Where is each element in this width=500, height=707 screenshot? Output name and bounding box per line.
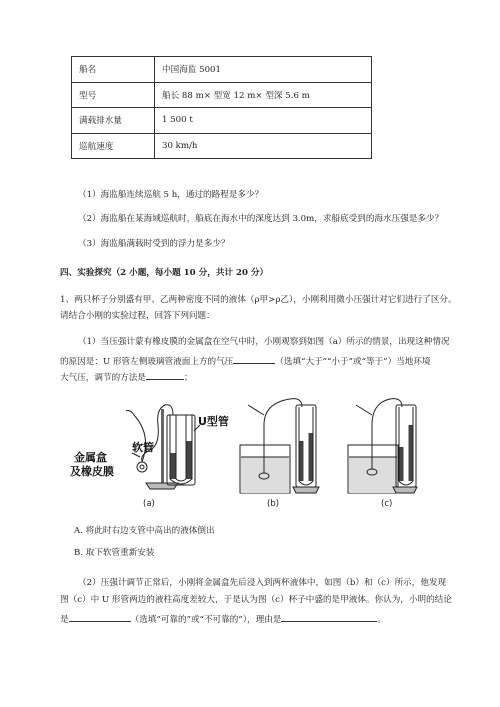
- option-b: B. 取下软管重新安装: [74, 548, 155, 558]
- sub-question-1-line: [60, 353, 431, 368]
- figure-drawing: [70, 395, 418, 515]
- caption-a: (a): [143, 499, 155, 509]
- pressure-gauge-figure: [70, 395, 418, 515]
- table-cell-key: 型号: [72, 82, 155, 108]
- sub-question-1-line: [60, 369, 193, 384]
- table-row: [72, 133, 372, 159]
- sub-question-2-line: 图（c）中 U 形管两边的液柱高度差较大，于是认为图（c）杯子中盛的是甲液体。你认为，小明的结论: [60, 595, 452, 605]
- text: （选填“可靠的”或“不可靠的”），理由是: [130, 615, 282, 625]
- caption-b: (b): [267, 499, 280, 509]
- table-row: [72, 108, 372, 134]
- answer-blank: [69, 611, 131, 622]
- table-cell-key: 巡航速度: [72, 133, 155, 159]
- question-2: （2）海监船在某海域巡航时，船底在海水中的深度达到 3.0m，求船底受到的海水压强是多少？: [78, 214, 444, 224]
- ship-spec-table: [71, 56, 372, 159]
- section-heading: 四、实验探究（2 小题，每小题 10 分，共计 20 分）: [60, 268, 269, 278]
- text: 的原因是：U 形管左侧玻璃管液面上方的气压: [60, 357, 234, 367]
- table-cell-value: 30 km/h: [155, 133, 372, 159]
- text: （选填“大于”“小于”或“等于”）当地环境: [275, 357, 431, 367]
- sub-question-2-line: [60, 611, 386, 626]
- problem-text: 1、两只杯子分别盛有甲、乙两种密度不同的液体（ρ甲>ρ乙），小刚利用微小压强计对它们进行了区分。: [60, 295, 457, 305]
- table-cell-key: 满载排水量: [72, 108, 155, 134]
- question-1: （1）海监船连续巡航 5 h，通过的路程是多少？: [78, 190, 264, 200]
- table-cell-value: 1 500 t: [155, 108, 372, 134]
- text: 。: [377, 615, 386, 625]
- label-membrane: 及橡皮膜: [70, 465, 114, 478]
- answer-blank: [281, 611, 377, 622]
- table-cell-value: 中国海监 5001: [155, 57, 372, 83]
- label-hose: 软管: [132, 441, 154, 454]
- table-cell-key: 船名: [72, 57, 155, 83]
- text: ；: [183, 373, 193, 383]
- answer-blank: [146, 369, 184, 380]
- problem-text: 请结合小刚的实验过程，回答下列问题：: [60, 311, 215, 321]
- answer-blank: [233, 353, 275, 364]
- table-row: [72, 57, 372, 83]
- label-u-tube: U型管: [198, 415, 229, 428]
- caption-c: (c): [381, 499, 393, 509]
- text: 大气压，调节的方法是: [60, 373, 146, 383]
- sub-question-2: （2）压强计调节正常后，小刚将金属盒先后浸入到两杯液体中，如图（b）和（c）所示，他发现: [78, 578, 447, 588]
- label-metal-box: 金属盒: [74, 451, 107, 464]
- table-cell-value: 船长 88 m× 型宽 12 m× 型深 5.6 m: [155, 82, 372, 108]
- text: 是: [60, 615, 69, 625]
- option-a: A. 将此时右边支管中高出的液体倒出: [74, 526, 215, 536]
- sub-question-1: （1）当压强计蒙有橡皮膜的金属盒在空气中时，小刚观察到如图（a）所示的情景，出现这种情况: [78, 337, 450, 347]
- question-3: （3）海监船满载时受到的浮力是多少？: [78, 239, 230, 249]
- table-row: [72, 82, 372, 108]
